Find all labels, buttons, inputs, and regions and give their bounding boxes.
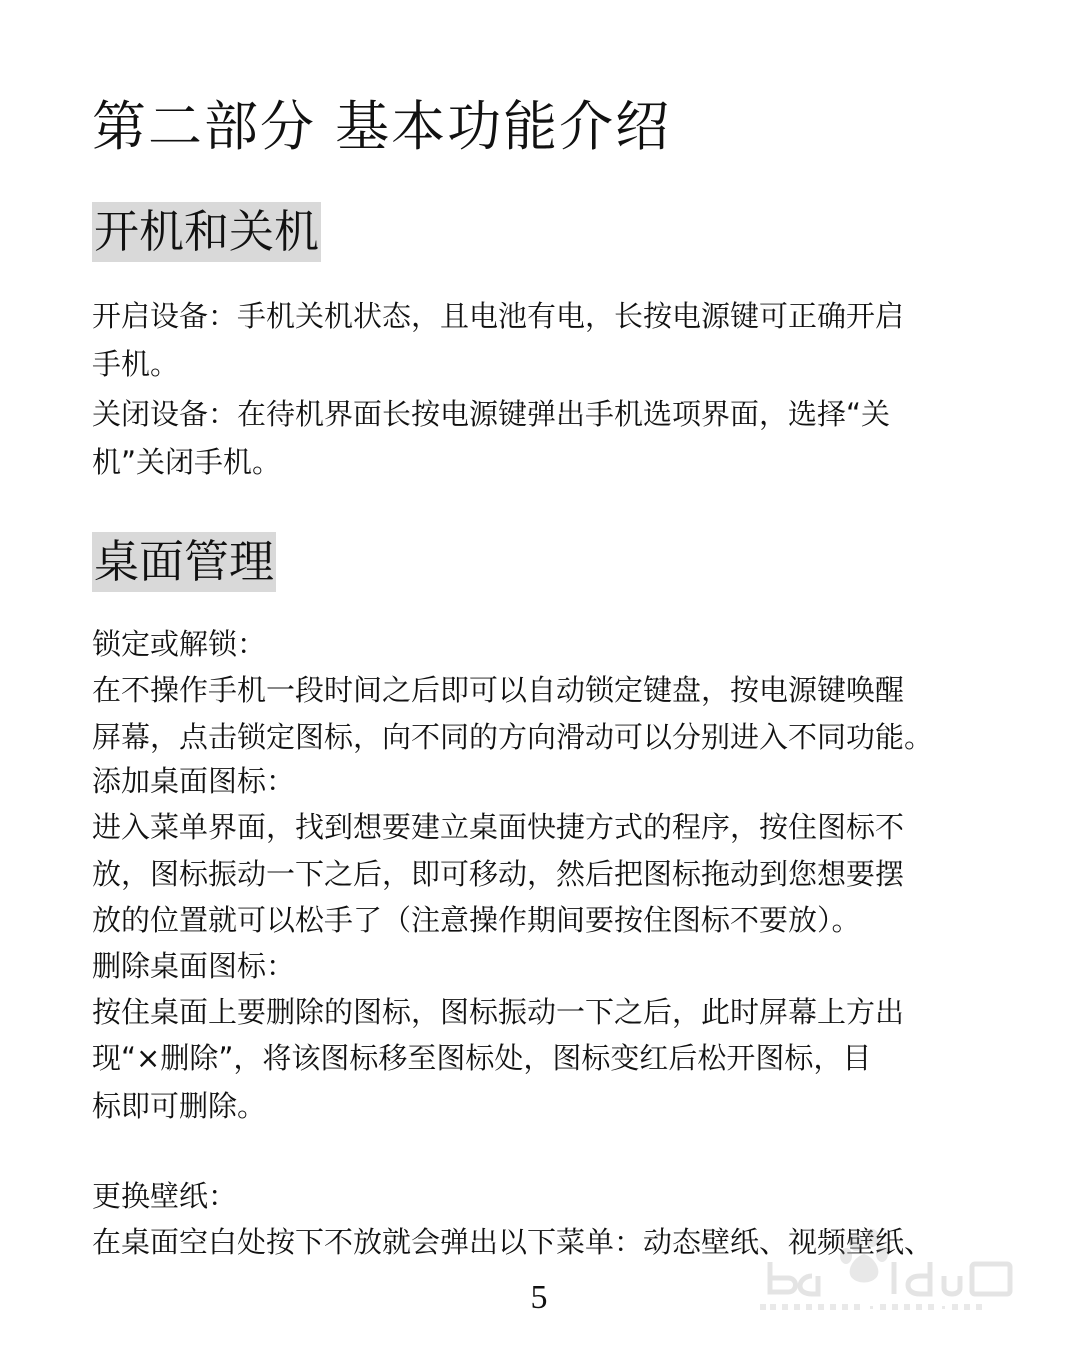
paragraph-line: 放，图标振动一下之后，即可移动，然后把图标拖动到您想要摆 bbox=[92, 857, 905, 891]
section-heading-desktop: 桌面管理 bbox=[92, 532, 276, 592]
subheading-lock: 锁定或解锁： bbox=[92, 627, 267, 661]
paragraph-line: 关闭设备：在待机界面长按电源键弹出手机选项界面，选择“关 bbox=[92, 397, 891, 431]
paragraph-line: 在不操作手机一段时间之后即可以自动锁定键盘，按电源键唤醒 bbox=[92, 673, 905, 707]
paragraph-line: 标即可删除。 bbox=[92, 1089, 267, 1123]
paragraph-line: 机”关闭手机。 bbox=[92, 445, 282, 479]
paragraph-line: 进入菜单界面，找到想要建立桌面快捷方式的程序，按住图标不 bbox=[92, 810, 905, 844]
paragraph-line: 屏幕，点击锁定图标，向不同的方向滑动可以分别进入不同功能。 bbox=[92, 720, 934, 754]
paragraph-line: 现“×删除”，将该图标移至图标处，图标变红后松开图标，目 bbox=[92, 1041, 872, 1075]
paragraph-line: 在桌面空白处按下不放就会弹出以下菜单：动态壁纸、视频壁纸、 bbox=[92, 1225, 934, 1259]
part-title: 第二部分 基本功能介绍 bbox=[92, 95, 672, 158]
section-heading-power: 开机和关机 bbox=[92, 202, 321, 262]
paragraph-line: 手机。 bbox=[92, 347, 180, 381]
subheading-delete-icon: 删除桌面图标： bbox=[92, 949, 296, 983]
paragraph-line: 开启设备：手机关机状态，且电池有电，长按电源键可正确开启 bbox=[92, 299, 905, 333]
subheading-add-icon: 添加桌面图标： bbox=[92, 764, 296, 798]
baidu-watermark-logo bbox=[760, 1228, 1020, 1318]
paragraph-line: 放的位置就可以松手了（注意操作期间要按住图标不要放）。 bbox=[92, 903, 861, 937]
subheading-wallpaper: 更换壁纸： bbox=[92, 1179, 238, 1213]
page-number: 5 bbox=[530, 1279, 548, 1316]
paragraph-line: 按住桌面上要删除的图标，图标振动一下之后，此时屏幕上方出 bbox=[92, 995, 905, 1029]
